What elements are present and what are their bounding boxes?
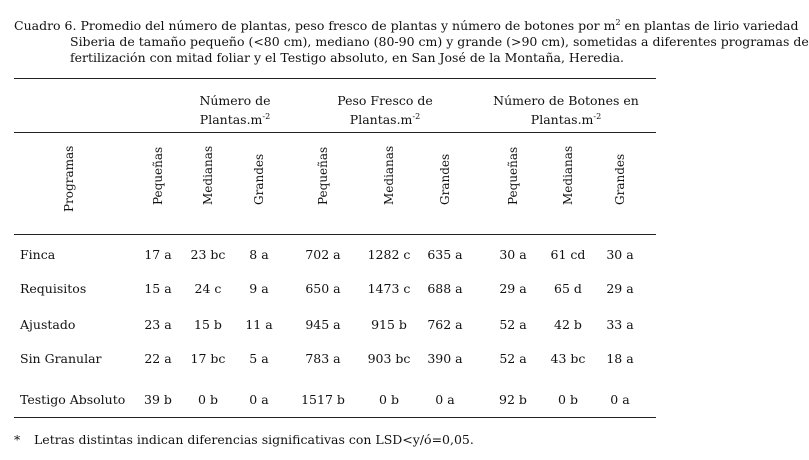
caption-line-3: fertilización con mitad foliar y el Testigo absoluto, en San José de la Montaña, Heredia. [70, 50, 625, 66]
table-caption [14, 15, 809, 66]
group-header-plantas: Número de $Plantas.m^{-2}$ [199, 93, 271, 128]
group-header-peso: Peso Fresco de $Plantas.m^{-2}$ [337, 93, 433, 128]
table-cell: 0 b [558, 392, 578, 407]
table-cell: 1517 b [301, 392, 345, 407]
column-header-4: Medianas [382, 145, 396, 205]
table-cell: 17 a [144, 247, 172, 262]
column-header-1: Medianas [201, 145, 215, 205]
caption-line-1: Cuadro 6. Promedio del número de plantas, peso fresco de plantas y número de botones por $m^2$ en plantas de lirio variedad [14, 18, 799, 34]
table-cell: 52 a [499, 351, 527, 366]
table-cell: 30 a [499, 247, 527, 262]
table-cell: 29 a [606, 281, 634, 296]
table-cell: 23 bc [190, 247, 226, 262]
table-cell: 92 b [499, 392, 527, 407]
column-header-5: Grandes [438, 153, 452, 205]
group-header-botones: Número de Botones en $Plantas.m^{-2}$ [493, 93, 639, 128]
table-cell: 783 a [305, 351, 341, 366]
column-header-8: Grandes [613, 153, 627, 205]
row-label: Testigo Absoluto [20, 392, 126, 407]
table-cell: 61 cd [550, 247, 586, 262]
group-rule [14, 132, 656, 133]
table-cell: 5 a [249, 351, 269, 366]
table-cell: 29 a [499, 281, 527, 296]
table-cell: 915 b [371, 317, 407, 332]
row-label: Requisitos [20, 281, 87, 296]
table-cell: 39 b [144, 392, 172, 407]
table-cell: 17 bc [190, 351, 226, 366]
column-header-0: Pequeñas [151, 146, 165, 205]
table-cell: 9 a [249, 281, 269, 296]
table-cell: 15 a [144, 281, 172, 296]
table-cell: 650 a [305, 281, 341, 296]
table-cell: 18 a [606, 351, 634, 366]
table-cell: 390 a [427, 351, 463, 366]
table-cell: 0 a [435, 392, 455, 407]
footnote-mark: * [14, 432, 21, 447]
table-cell: 0 b [198, 392, 218, 407]
column-header-3: Pequeñas [316, 146, 330, 205]
table-cell: 43 bc [550, 351, 586, 366]
table-cell: 0 a [249, 392, 269, 407]
table-cell: 1473 c [367, 281, 411, 296]
column-header-7: Medianas [561, 145, 575, 205]
caption-line-2: Siberia de tamaño pequeño (<80 cm), mediano (80-90 cm) y grande (>90 cm), sometidas a diferentes programas de [70, 34, 809, 50]
table-cell: 52 a [499, 317, 527, 332]
table-cell: 11 a [245, 317, 273, 332]
row-header-programas: Programas [62, 145, 76, 212]
column-header-2: Grandes [252, 153, 266, 205]
table-cell: 635 a [427, 247, 463, 262]
table-cell: 1282 c [367, 247, 411, 262]
table-cell: 688 a [427, 281, 463, 296]
table-cell: 30 a [606, 247, 634, 262]
table-cell: 903 bc [367, 351, 411, 366]
footnote-text: Letras distintas indican diferencias significativas con LSD<y/ó=0,05. [34, 432, 474, 447]
table-cell: 15 b [194, 317, 222, 332]
table-cell: 33 a [606, 317, 634, 332]
table-cell: 24 c [194, 281, 222, 296]
top-rule [14, 78, 656, 79]
table-cell: 762 a [427, 317, 463, 332]
table-cell: 42 b [554, 317, 582, 332]
table-cell: 0 b [379, 392, 399, 407]
footnote [14, 432, 474, 447]
bottom-rule [14, 417, 656, 418]
table-cell: 22 a [144, 351, 172, 366]
table-cell: 0 a [610, 392, 630, 407]
row-label: Finca [20, 247, 56, 262]
column-header-6: Pequeñas [506, 146, 520, 205]
table-cell: 945 a [305, 317, 341, 332]
row-label: Sin Granular [20, 351, 102, 366]
header-bottom-rule [14, 234, 656, 235]
table-cell: 702 a [305, 247, 341, 262]
table-cell: 8 a [249, 247, 269, 262]
row-label: Ajustado [20, 317, 76, 332]
table-cell: 23 a [144, 317, 172, 332]
table-cell: 65 d [554, 281, 582, 296]
